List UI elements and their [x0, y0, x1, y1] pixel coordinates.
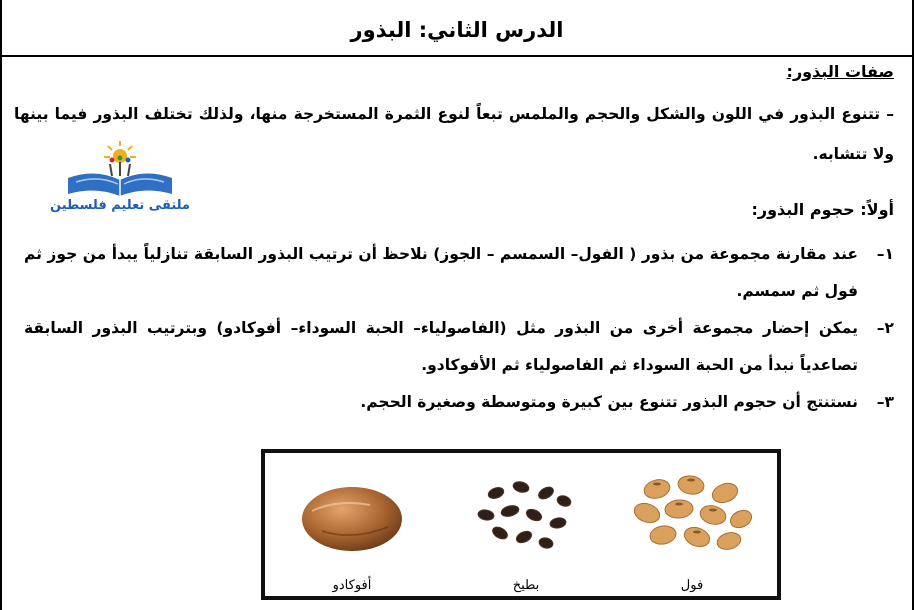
book-logo-icon [40, 138, 200, 200]
list-item [24, 384, 894, 421]
list-item-text: نستنتج أن حجوم البذور تتنوع بين كبيرة ومتوسطة وصغيرة الحجم. [360, 393, 858, 411]
logo-caption: ملتقى تعليم فلسطين [50, 198, 190, 213]
list-item-text: يمكن إحضار مجموعة أخرى من البذور مثل (الفاصولياء– الحبة السوداء– أفوكادو) وبترتيب البذور السابقة تصاعدياً نبدأ من الحبة السوداء ثم الفاصولياء ثم الأفوكادو. [24, 319, 858, 374]
bean-seeds-icon [627, 471, 757, 557]
seeds-image [261, 449, 781, 600]
watermelon-label: بطيخ [512, 578, 540, 593]
forum-logo [40, 138, 200, 218]
avocado-seed-icon [292, 471, 412, 557]
avocado-label: أفوكادو [332, 578, 372, 593]
list-item [24, 236, 894, 310]
watermelon-seeds [461, 471, 591, 591]
list-item [24, 310, 894, 384]
section-heading: صفات البذور: [786, 62, 894, 81]
list-item-number: ٣– [876, 393, 894, 411]
list-item-text: عند مقارنة مجموعة من بذور ( الفول– السمسم – الجوز) نلاحظ أن ترتيب البذور السابقة تنازلياً يبدأ من جوز ثم فول ثم سمسم. [24, 245, 858, 300]
title-box [2, 0, 912, 57]
watermelon-seeds-icon [466, 471, 586, 557]
list-item-number: ١– [876, 245, 894, 263]
bean-seeds [627, 471, 757, 591]
sizes-heading: أولاً: حجوم البذور: [751, 200, 894, 219]
bean-label: فول [680, 578, 704, 593]
avocado-seed [287, 471, 417, 591]
list-item-number: ٢– [876, 319, 894, 337]
intro-paragraph: – تتنوع البذور في اللون والشكل والحجم والملمس تبعاً لنوع الثمرة المستخرجة منها، ولذلك تختلف البذور فيما بينها ولا تتشابه. [14, 105, 894, 163]
points-list [24, 236, 894, 421]
lesson-title: الدرس الثاني: البذور [350, 18, 564, 42]
